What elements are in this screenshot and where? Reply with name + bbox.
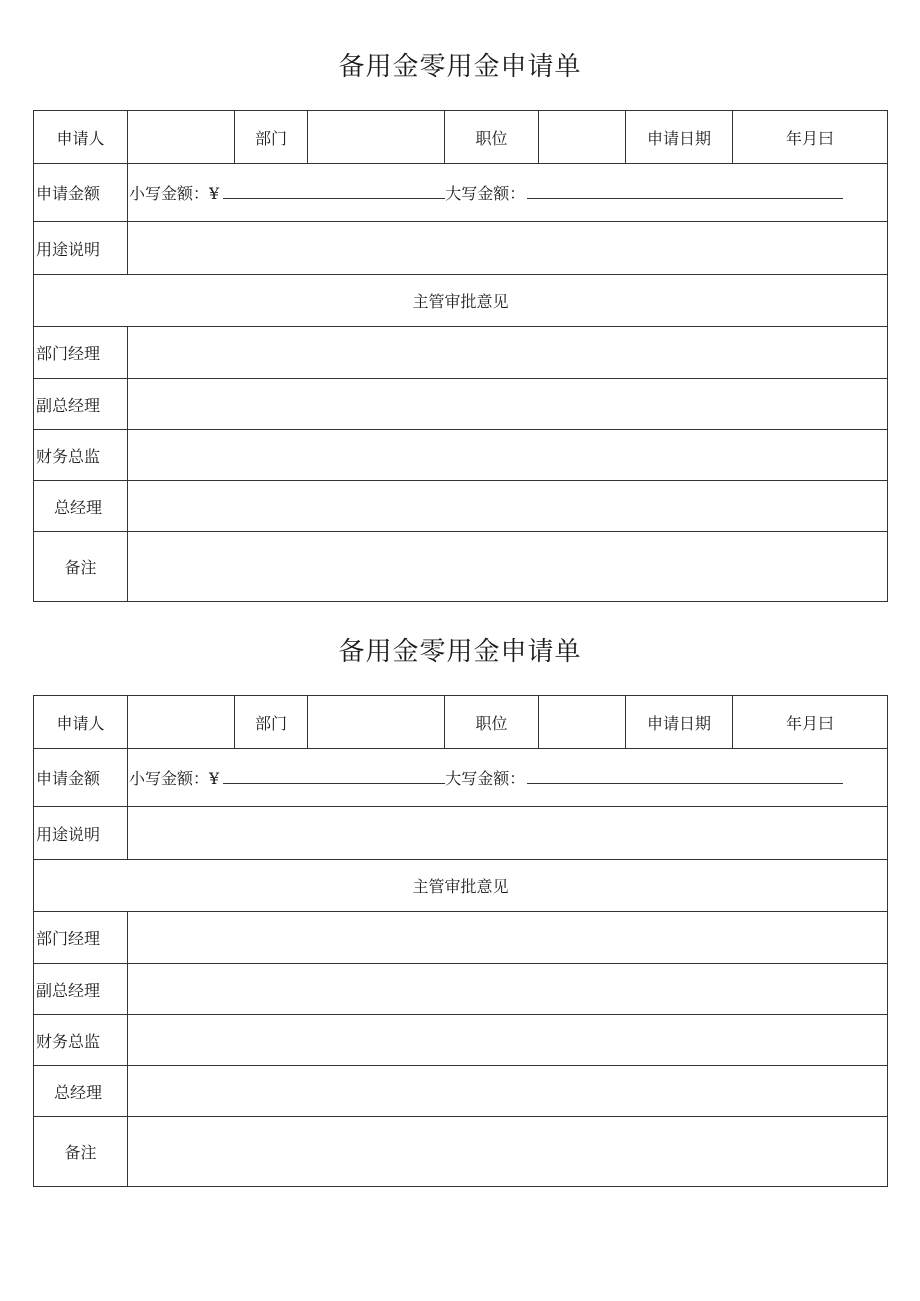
cfo-label: 财务总监 xyxy=(34,1015,128,1066)
apply-date-field[interactable]: 年月曰 xyxy=(733,111,888,164)
gm-row xyxy=(34,481,888,532)
remarks-label: 备注 xyxy=(34,532,128,602)
apply-date-field[interactable]: 年月曰 xyxy=(733,696,888,749)
amount-field[interactable] xyxy=(128,164,888,222)
gm-label: 总经理 xyxy=(34,481,128,532)
form-title: 备用金零用金申请单 xyxy=(338,52,582,82)
amount-small-label: 小写金额：¥ xyxy=(129,184,220,203)
applicant-field[interactable] xyxy=(128,111,235,164)
position-label: 职位 xyxy=(445,111,539,164)
remarks-row xyxy=(34,1117,888,1187)
deputy-gm-field[interactable] xyxy=(128,964,888,1015)
approval-header: 主管审批意见 xyxy=(34,275,888,327)
apply-date-label: 申请日期 xyxy=(626,111,733,164)
amount-field[interactable] xyxy=(128,749,888,807)
amount-small-blank[interactable] xyxy=(223,769,445,784)
gm-row xyxy=(34,1066,888,1117)
deputy-gm-row xyxy=(34,379,888,430)
amount-small-label: 小写金额：¥ xyxy=(129,769,220,788)
gm-field[interactable] xyxy=(128,481,888,532)
cfo-row xyxy=(34,1015,888,1066)
purpose-field[interactable] xyxy=(128,222,888,275)
amount-big-label: 大写金额： xyxy=(445,184,526,203)
header-row xyxy=(34,696,888,749)
approval-header-row xyxy=(34,275,888,327)
department-field[interactable] xyxy=(308,696,445,749)
gm-field[interactable] xyxy=(128,1066,888,1117)
dept-manager-label: 部门经理 xyxy=(34,327,128,379)
cfo-row xyxy=(34,430,888,481)
apply-date-label: 申请日期 xyxy=(626,696,733,749)
dept-manager-row xyxy=(34,912,888,964)
remarks-field[interactable] xyxy=(128,532,888,602)
purpose-row xyxy=(34,807,888,860)
applicant-label: 申请人 xyxy=(34,696,128,749)
dept-manager-row xyxy=(34,327,888,379)
amount-row xyxy=(34,749,888,807)
cfo-field[interactable] xyxy=(128,430,888,481)
amount-big-blank[interactable] xyxy=(527,769,843,784)
remarks-label: 备注 xyxy=(34,1117,128,1187)
department-label: 部门 xyxy=(235,696,308,749)
purpose-label: 用途说明 xyxy=(34,222,128,275)
form-title: 备用金零用金申请单 xyxy=(338,637,582,667)
approval-header: 主管审批意见 xyxy=(34,860,888,912)
deputy-gm-label: 副总经理 xyxy=(34,964,128,1015)
position-label: 职位 xyxy=(445,696,539,749)
amount-big-blank[interactable] xyxy=(527,184,843,199)
dept-manager-field[interactable] xyxy=(128,912,888,964)
purpose-row xyxy=(34,222,888,275)
cfo-label: 财务总监 xyxy=(34,430,128,481)
amount-label: 申请金额 xyxy=(34,749,128,807)
amount-small-blank[interactable] xyxy=(223,184,445,199)
applicant-label: 申请人 xyxy=(34,111,128,164)
cfo-field[interactable] xyxy=(128,1015,888,1066)
deputy-gm-label: 副总经理 xyxy=(34,379,128,430)
remarks-row xyxy=(34,532,888,602)
amount-big-label: 大写金额： xyxy=(445,769,526,788)
header-row xyxy=(34,111,888,164)
amount-label: 申请金额 xyxy=(34,164,128,222)
department-field[interactable] xyxy=(308,111,445,164)
position-field[interactable] xyxy=(539,696,626,749)
purpose-label: 用途说明 xyxy=(34,807,128,860)
deputy-gm-row xyxy=(34,964,888,1015)
purpose-field[interactable] xyxy=(128,807,888,860)
applicant-field[interactable] xyxy=(128,696,235,749)
dept-manager-label: 部门经理 xyxy=(34,912,128,964)
deputy-gm-field[interactable] xyxy=(128,379,888,430)
amount-row xyxy=(34,164,888,222)
petty-cash-form xyxy=(33,110,888,602)
petty-cash-form xyxy=(33,695,888,1187)
position-field[interactable] xyxy=(539,111,626,164)
gm-label: 总经理 xyxy=(34,1066,128,1117)
department-label: 部门 xyxy=(235,111,308,164)
remarks-field[interactable] xyxy=(128,1117,888,1187)
approval-header-row xyxy=(34,860,888,912)
dept-manager-field[interactable] xyxy=(128,327,888,379)
